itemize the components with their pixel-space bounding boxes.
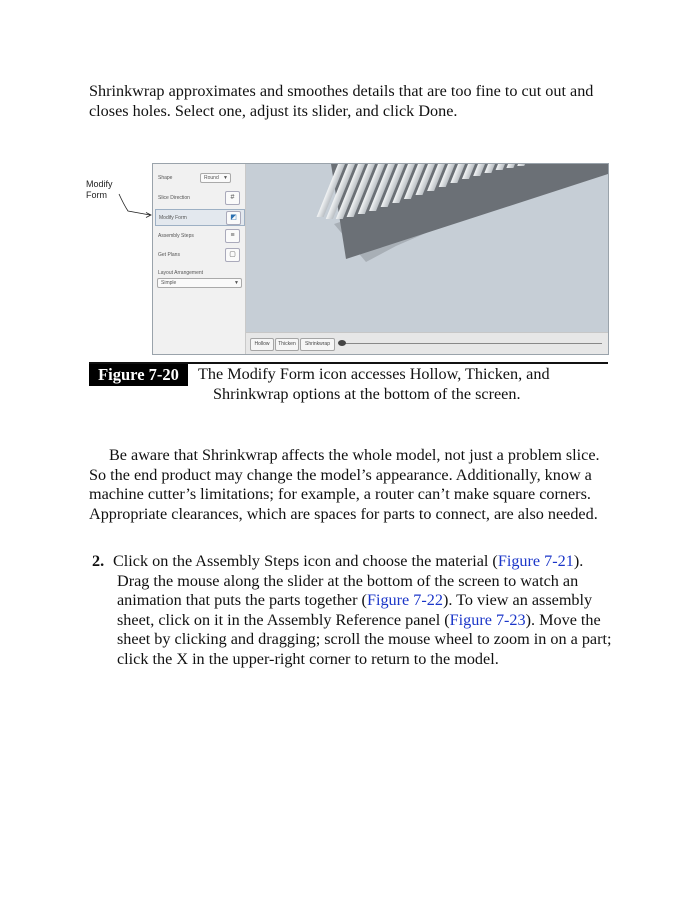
step-2: [92, 552, 616, 670]
caption-line-1: The Modify Form icon accesses Hollow, Thicken, and: [198, 365, 550, 383]
figure-label: Figure 7-20: [89, 364, 188, 386]
shape-dropdown[interactable]: [200, 173, 231, 183]
assembly-steps-icon[interactable]: ≡: [225, 229, 240, 243]
step-text-part-3: ). To view an assembly sheet, click on it in the Assembly Reference panel (: [117, 591, 593, 629]
layout-arrangement-label: Layout Arrangement: [158, 270, 204, 276]
figure-caption: [198, 365, 598, 404]
slice-direction-row[interactable]: [155, 190, 243, 205]
shrinkwrap-note-paragraph: Be aware that Shrinkwrap affects the whole model, not just a problem slice. So the end product may change the model’s appearance. Additionally, know a machine cutter’s limitations; for example, a router can’t make square corners. Appropriate clearances, which are spaces for parts to connect, are also needed.: [89, 446, 600, 523]
hollow-button[interactable]: Hollow: [250, 338, 274, 351]
shape-row: [155, 170, 243, 185]
get-plans-icon[interactable]: ▢: [225, 248, 240, 262]
modify-form-label: Modify Form: [159, 215, 187, 221]
model-viewport[interactable]: [246, 164, 608, 332]
intro-paragraph: Shrinkwrap approximates and smoothes details that are too fine to cut out and closes holes. Select one, adjust its slider, and click Done.: [89, 82, 594, 120]
callout-line-1: Modify: [86, 179, 113, 189]
modify-form-toolbar: [246, 332, 608, 355]
get-plans-row[interactable]: [155, 247, 243, 262]
sliced-model-render: [246, 164, 608, 332]
figure-7-20-screenshot: [152, 163, 609, 355]
figure-7-22-link[interactable]: Figure 7-22: [366, 591, 443, 610]
layout-arrangement-dropdown[interactable]: [157, 278, 242, 288]
assembly-steps-label: Assembly Steps: [158, 233, 194, 239]
chevron-down-icon: ▼: [234, 280, 239, 286]
modify-form-row[interactable]: [155, 209, 245, 226]
settings-sidebar: [153, 164, 246, 354]
modify-form-callout: [86, 179, 113, 200]
shape-dropdown-value: Round: [204, 175, 219, 181]
figure-7-21-link[interactable]: Figure 7-21: [497, 552, 574, 570]
assembly-steps-row[interactable]: [155, 228, 243, 243]
callout-line-2: Form: [86, 189, 107, 200]
step-text-part-4: ). Move the sheet by clicking and dragging; scroll the mouse wheel to zoom in on a part; click the X in the upper-right corner to return to the model.: [117, 610, 612, 668]
shape-label: Shape: [158, 175, 173, 181]
amount-slider-track[interactable]: [342, 343, 602, 344]
step-2-text: [113, 552, 616, 670]
amount-slider-handle[interactable]: [338, 340, 346, 346]
shrinkwrap-button[interactable]: Shrinkwrap: [300, 338, 335, 351]
layout-dropdown-value: Simple: [161, 280, 177, 286]
figure-7-23-link[interactable]: Figure 7-23: [449, 610, 526, 629]
caption-line-2: Shrinkwrap options at the bottom of the screen.: [213, 384, 521, 403]
modify-form-icon[interactable]: ◩: [226, 211, 241, 225]
slice-direction-icon[interactable]: #: [225, 191, 240, 205]
step-number: 2.: [92, 552, 105, 570]
step-text-part-1: Click on the Assembly Steps icon and choose the material (: [113, 552, 498, 570]
get-plans-label: Get Plans: [158, 252, 180, 258]
chevron-down-icon: ▼: [223, 175, 228, 181]
thicken-button[interactable]: Thicken: [275, 338, 299, 351]
slice-direction-label: Slice Direction: [158, 195, 190, 201]
step-text-part-2: ). Drag the mouse along the slider at the bottom of the screen to watch an animation that puts the parts together (: [117, 552, 584, 610]
